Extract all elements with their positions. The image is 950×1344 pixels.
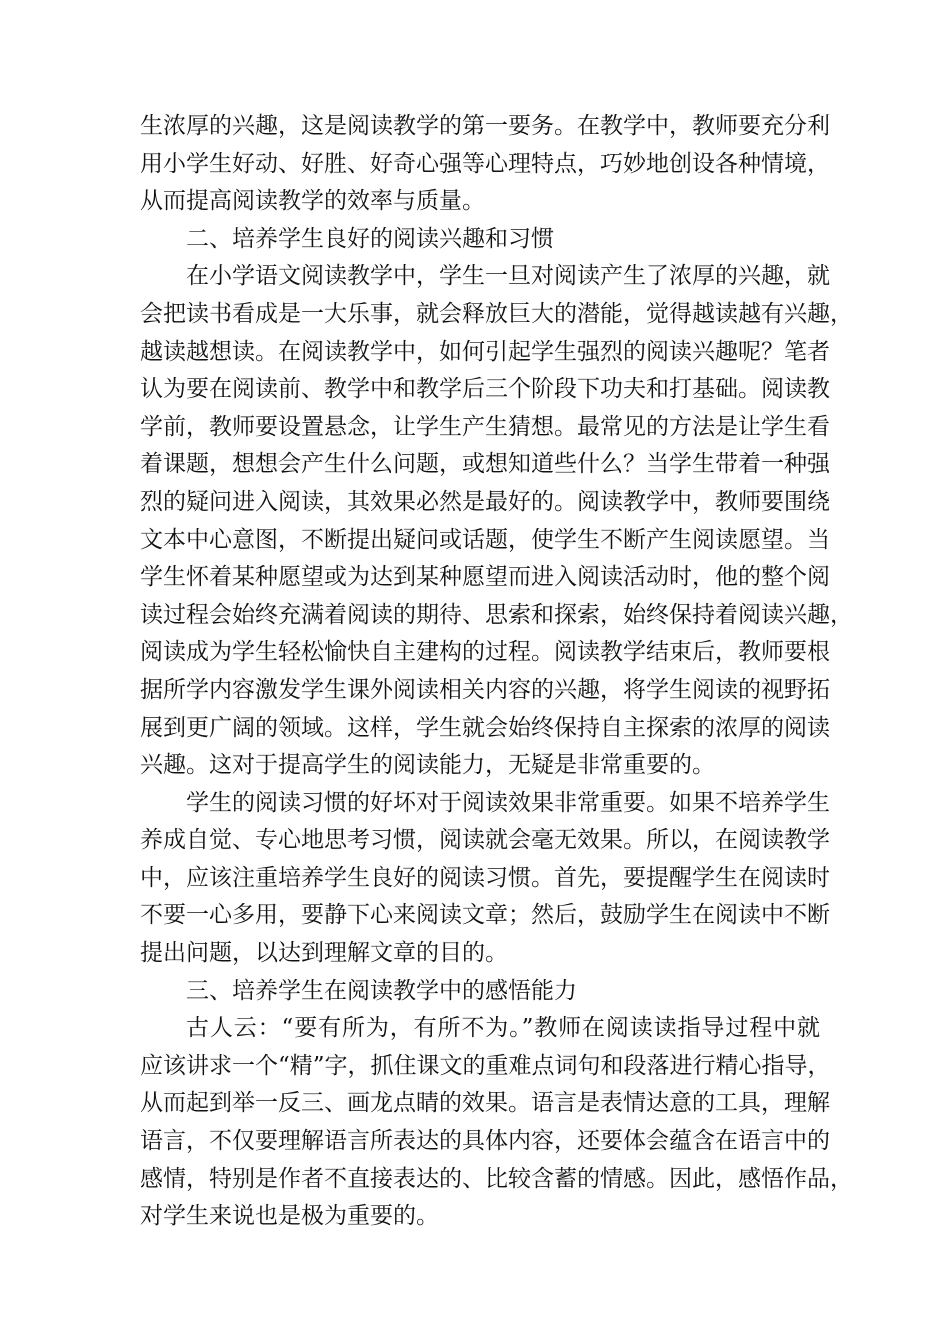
text-line: 越读越想读。在阅读教学中，如何引起学生强烈的阅读兴趣呢？笔者	[140, 338, 830, 365]
text-line: 展到更广阔的领域。这样，学生就会始终保持自主探索的浓厚的阅读	[140, 714, 830, 741]
text-line: 阅读成为学生轻松愉快自主建构的过程。阅读教学结束后，教师要根	[140, 639, 830, 666]
text-line: 从而提高阅读教学的效率与质量。	[140, 188, 485, 215]
paragraph-perception	[140, 1010, 853, 1236]
text-line: 学生的阅读习惯的好坏对于阅读效果非常重要。如果不培养学生	[186, 789, 830, 816]
text-line: 着课题，想想会产生什么问题，或想知道些什么？当学生带着一种强	[140, 451, 830, 478]
text-line: 提出问题，以达到理解文章的目的。	[140, 940, 508, 967]
text-line: 学生怀着某种愿望或为达到某种愿望而进入阅读活动时，他的整个阅	[140, 564, 830, 591]
heading-text: 二、培养学生良好的阅读兴趣和习惯	[186, 225, 554, 252]
text-line: 读过程会始终充满着阅读的期待、思索和探索，始终保持着阅读兴趣，	[140, 601, 853, 628]
text-line: 对学生来说也是极为重要的。	[140, 1203, 439, 1230]
text-line: 应该讲求一个“精”字，抓住课文的重难点词句和段落进行精心指导，	[140, 1052, 831, 1079]
text-line: 古人云：“要有所为，有所不为。”教师在阅读读指导过程中就	[186, 1015, 820, 1042]
text-line: 不要一心多用，要静下心来阅读文章；然后，鼓励学生在阅读中不断	[140, 902, 830, 929]
text-line: 从而起到举一反三、画龙点睛的效果。语言是表情达意的工具，理解	[140, 1090, 830, 1117]
heading-text: 三、培养学生在阅读教学中的感悟能力	[186, 977, 577, 1004]
paragraph-reading-habits	[140, 785, 830, 973]
text-line: 烈的疑问进入阅读，其效果必然是最好的。阅读教学中，教师要围绕	[140, 488, 830, 515]
text-line: 养成自觉、专心地思考习惯，阅读就会毫无效果。所以，在阅读教学	[140, 827, 830, 854]
text-line: 据所学内容激发学生课外阅读相关内容的兴趣，将学生阅读的视野拓	[140, 676, 830, 703]
section-heading-2	[140, 221, 820, 259]
text-line: 用小学生好动、好胜、好奇心强等心理特点，巧妙地创设各种情境，	[140, 150, 830, 177]
document-body	[140, 108, 853, 1236]
text-line: 在小学语文阅读教学中，学生一旦对阅读产生了浓厚的兴趣，就	[186, 263, 830, 290]
section-heading-3	[140, 973, 820, 1011]
paragraph-continuation	[140, 108, 830, 221]
text-line: 语言，不仅要理解语言所表达的具体内容，还要体会蕴含在语言中的	[140, 1128, 830, 1155]
text-line: 兴趣。这对于提高学生的阅读能力，无疑是非常重要的。	[140, 752, 715, 779]
text-line: 中，应该注重培养学生良好的阅读习惯。首先，要提醒学生在阅读时	[140, 864, 830, 891]
text-line: 感情，特别是作者不直接表达的、比较含蓄的情感。因此，感悟作品，	[140, 1165, 853, 1192]
text-line: 文本中心意图，不断提出疑问或话题，使学生不断产生阅读愿望。当	[140, 526, 830, 553]
text-line: 认为要在阅读前、教学中和教学后三个阶段下功夫和打基础。阅读教	[140, 376, 830, 403]
text-line: 生浓厚的兴趣，这是阅读教学的第一要务。在教学中，教师要充分利	[140, 113, 830, 139]
paragraph-reading-interest	[140, 258, 853, 784]
text-line: 学前，教师要设置悬念，让学生产生猜想。最常见的方法是让学生看	[140, 413, 830, 440]
text-line: 会把读书看成是一大乐事，就会释放巨大的潜能，觉得越读越有兴趣，	[140, 300, 853, 327]
